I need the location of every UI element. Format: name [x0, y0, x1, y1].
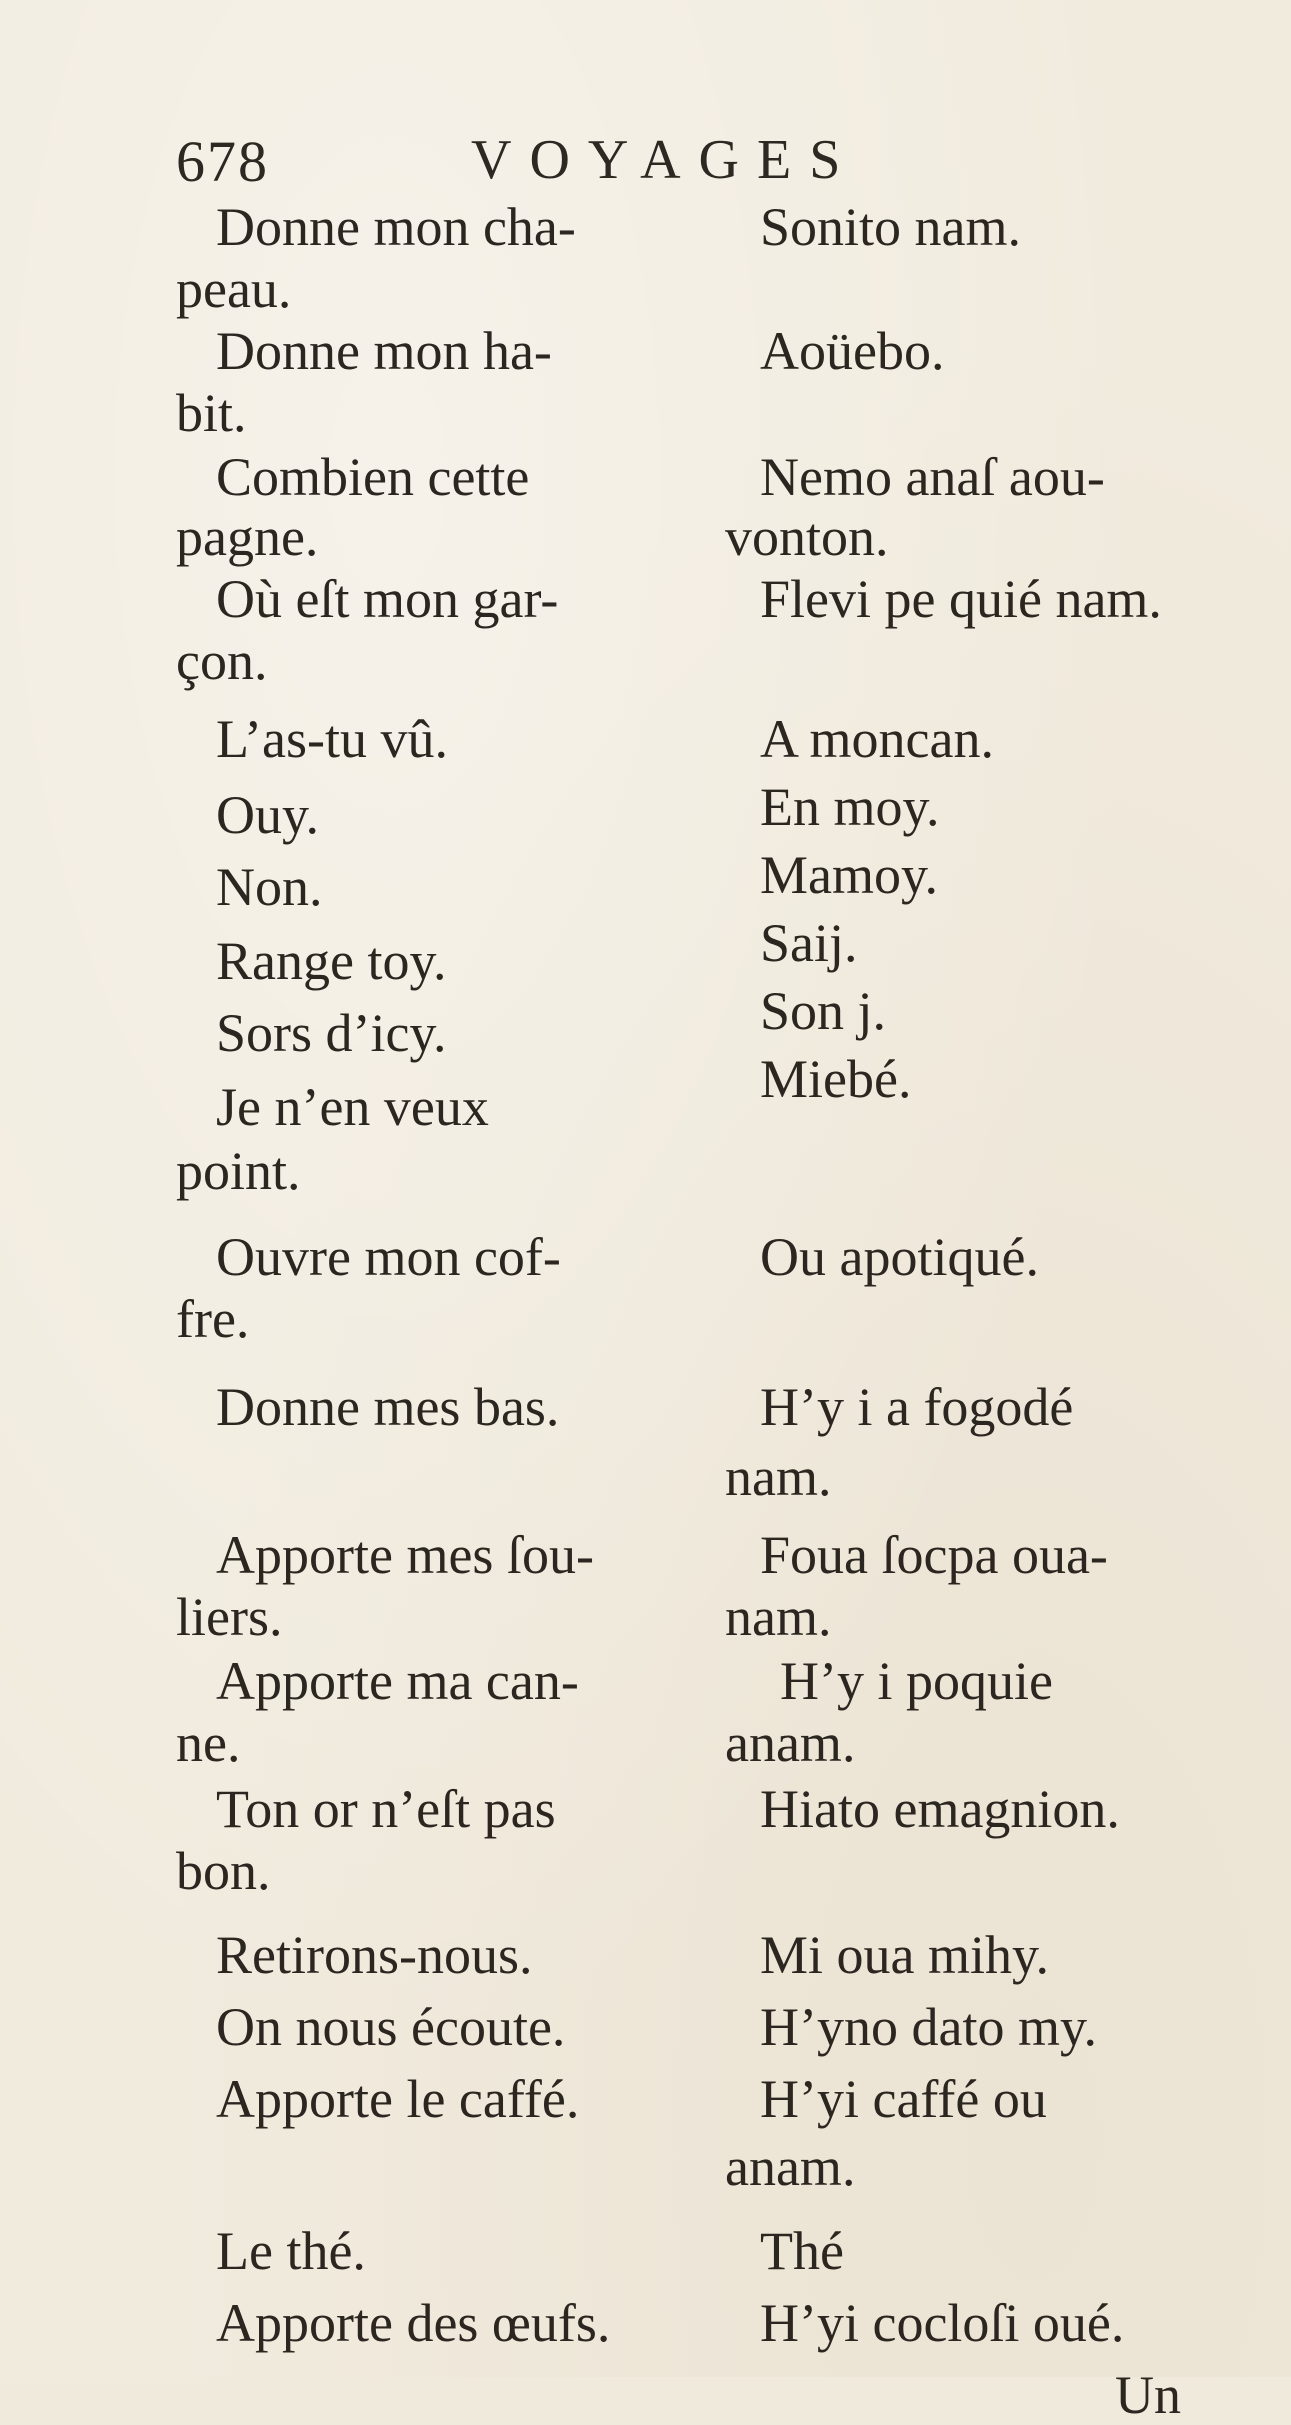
- translation-line: Son j.: [760, 981, 887, 1041]
- french-line: Sors d’icy.: [216, 1003, 447, 1063]
- french-line: ne.: [176, 1713, 241, 1773]
- translation-line: Aoüebo.: [760, 321, 945, 381]
- french-line: çon.: [176, 631, 268, 691]
- french-line: Je n’en veux: [216, 1077, 489, 1137]
- french-line: Donne mes bas.: [216, 1377, 560, 1437]
- french-line: Apporte des œufs.: [216, 2293, 611, 2353]
- french-line: Combien cette: [216, 447, 530, 507]
- page-number: 678: [176, 129, 269, 194]
- french-line: Retirons-nous.: [216, 1925, 533, 1985]
- translation-line: Sonito nam.: [760, 197, 1022, 257]
- french-line: pagne.: [176, 507, 319, 567]
- translation-line: Flevi pe quié nam.: [760, 569, 1162, 629]
- french-line: Apporte le caffé.: [216, 2069, 580, 2129]
- translation-line: anam.: [725, 1713, 856, 1773]
- french-line: fre.: [176, 1289, 250, 1349]
- french-line: Donne mon cha-: [216, 197, 576, 257]
- translation-line: Hiato emagnion.: [760, 1779, 1120, 1839]
- translation-line: Miebé.: [760, 1049, 912, 1109]
- french-line: point.: [176, 1141, 301, 1201]
- running-head: VOYAGES: [471, 129, 859, 191]
- translation-line: Mi oua mihy.: [760, 1925, 1049, 1985]
- french-line: Ton or n’eſt pas: [216, 1779, 556, 1839]
- french-line: Apporte ma can-: [216, 1651, 579, 1711]
- french-line: Donne mon ha-: [216, 321, 552, 381]
- translation-line: Saij.: [760, 913, 858, 973]
- translation-line: nam.: [725, 1447, 832, 1507]
- french-line: Ouy.: [216, 785, 319, 845]
- catchword: Un: [1115, 2365, 1181, 2425]
- page-header: [176, 128, 1176, 208]
- translation-line: En moy.: [760, 777, 940, 837]
- french-line: L’as-tu vû.: [216, 709, 448, 769]
- french-line: peau.: [176, 259, 292, 319]
- translation-line: Nemo anaſ aou-: [760, 447, 1105, 507]
- translation-line: Foua ſocpa oua-: [760, 1525, 1108, 1585]
- translation-line: A moncan.: [760, 709, 994, 769]
- french-line: liers.: [176, 1587, 283, 1647]
- french-line: On nous écoute.: [216, 1997, 566, 2057]
- french-line: Range toy.: [216, 931, 447, 991]
- translation-line: vonton.: [725, 507, 889, 567]
- translation-line: H’yno dato my.: [760, 1997, 1097, 2057]
- french-line: Le thé.: [216, 2221, 366, 2281]
- french-line: Ouvre mon cof-: [216, 1227, 561, 1287]
- translation-line: Thé: [760, 2221, 844, 2281]
- translation-line: H’y i a fogodé: [760, 1377, 1074, 1437]
- french-line: Apporte mes ſou-: [216, 1525, 594, 1585]
- translation-line: H’yi cocloſi oué.: [760, 2293, 1125, 2353]
- translation-line: Ou apotiqué.: [760, 1227, 1039, 1287]
- french-line: Où eſt mon gar-: [216, 569, 559, 629]
- french-line: bon.: [176, 1841, 271, 1901]
- french-line: bit.: [176, 383, 247, 443]
- translation-line: nam.: [725, 1587, 832, 1647]
- french-line: Non.: [216, 857, 323, 917]
- translation-line: H’y i poquie: [780, 1651, 1053, 1711]
- translation-line: anam.: [725, 2137, 856, 2197]
- translation-line: Mamoy.: [760, 845, 938, 905]
- translation-line: H’yi caffé ou: [760, 2069, 1047, 2129]
